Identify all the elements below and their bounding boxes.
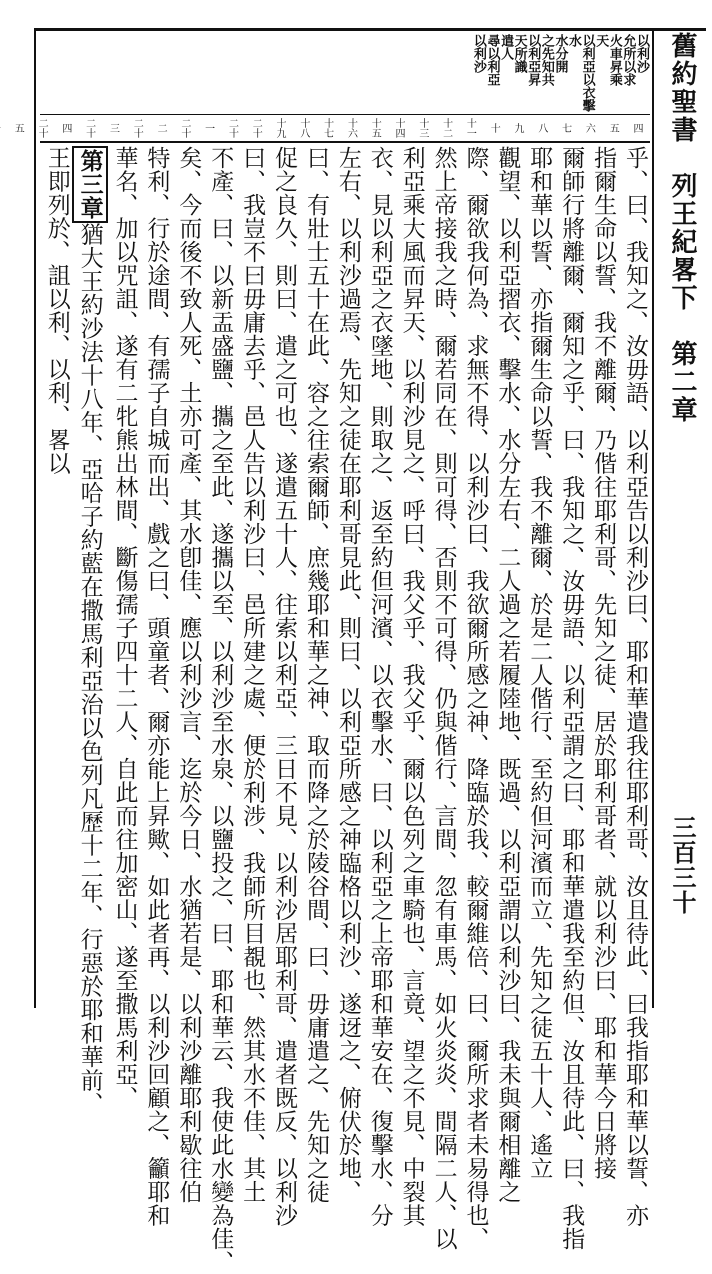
headnotes-divider xyxy=(40,114,650,115)
chapter-marker: 第三章 xyxy=(72,146,108,223)
verse-number: 十二 xyxy=(440,118,452,138)
text-column: 利亞乘大風而昇天、以利沙見之、呼曰、我父乎、我父乎、爾以色列之車騎也、言竟、望之不見、中裂其 xyxy=(398,146,425,1227)
text-column: 際、爾欲我何為、求無不得、以利沙曰、我欲爾所感之神、降臨於我、較爾維倍、曰、爾所求者未易得也、 xyxy=(462,146,489,1251)
verse-number: 十一 xyxy=(464,118,476,138)
verse-number: 二十五 xyxy=(12,118,48,138)
text-column: 特利、行於途間、有孺子自城而出、戲之曰、頭童者、爾亦能上昇歟、如此者再、以利沙回顧之、籲耶和 xyxy=(143,146,170,1227)
verse-number: 二十 xyxy=(250,118,262,138)
verse-number: 十六 xyxy=(345,118,357,138)
text-column: 爾師行將離爾、爾知之乎、曰、我知之、汝毋語、以利亞謂之曰、耶和華遣我至約但、汝且待此、曰、我指 xyxy=(558,146,585,1251)
verse-number xyxy=(0,116,5,140)
headnote: 以利沙 xyxy=(634,34,649,73)
text-column: 曰、我豈不曰毋庸去乎、邑人告以利沙曰、邑所建之處、便於利涉、我師所目覩也、然其水不佳、其土 xyxy=(239,146,266,1204)
text-column: 耶和華以誓、亦指爾生命以誓、我不離爾、於是二人偕行、至約但河濱而立、先知之徒五十人、遙立 xyxy=(526,146,553,1180)
verse-number: 十三 xyxy=(416,118,428,138)
headnote: 以利亞昇 xyxy=(525,34,541,86)
text-column: 曰、有壯士五十在此、容之往索爾師、庶幾耶和華之神、取而降之於陵谷間、曰、毋庸遣之、先知之徒 xyxy=(302,146,329,1204)
verse-number: 五 xyxy=(607,123,619,133)
verse-number: 二十四 xyxy=(59,118,95,138)
text-column: 然上帝接我之時、爾若同在、則可得、否則不可得、仍與偕行、言間、忽有車馬、如火炎炎、間隔二人、以 xyxy=(430,146,457,1251)
text-column: 矣、今而後不致人死、土亦可產、其水卽佳、應以利沙言、迄於今日、水猶若是、以利沙離耶利歇往伯 xyxy=(175,146,202,1204)
right-margin-rule xyxy=(652,28,654,1008)
headnote: 以利亞以衣擊水 xyxy=(566,34,595,112)
verse-number: 十 xyxy=(488,123,500,133)
text-column: 乎、曰、我知之、汝毋語、以利亞告以利沙曰、耶和華遣我往耶利哥、汝且待此、曰我指耶和華以誓、亦 xyxy=(622,146,648,1227)
headnote: 允所以求 xyxy=(620,34,636,86)
verse-number: 十八 xyxy=(297,118,309,138)
book-title: 舊約聖書 xyxy=(667,32,697,144)
top-rule xyxy=(34,28,706,31)
headnote: 尋以利亞 xyxy=(484,34,500,86)
verse-number: 十九 xyxy=(274,118,286,138)
verse-number: 十七 xyxy=(321,118,333,138)
verse-number: 九 xyxy=(512,123,524,133)
verse-number: 二十三 xyxy=(107,118,143,138)
verse-number: 二十一 xyxy=(202,118,238,138)
text-column: 觀望、以利亞摺衣、擊水、水分左右、二人過之若履陸地、既過、以利亞謂以利沙曰、我未與爾相離之 xyxy=(494,146,521,1204)
text-column: 左右、以利沙過焉、先知之徒在耶利哥見此、則曰、以利亞所感之神臨格以利沙、遂迓之、俯伏於地、 xyxy=(334,146,361,1204)
headnote: 遣人 xyxy=(498,34,514,60)
text-column: 不產、曰、以新盂盛鹽、攜之至此、遂攜以至、以利沙至水泉、以鹽投之、曰、耶和華云、我使此水變為佳、 xyxy=(207,146,234,1274)
text-column: 王即列於、詛以利、以利、畧以 xyxy=(43,146,70,475)
verse-number: 四 xyxy=(631,123,642,133)
text-column: 華名、加以咒詛、遂有二牝熊出林間、斷傷孺子四十二人、自此而往加密山、遂至撒馬利亞、 xyxy=(111,146,138,1110)
main-text xyxy=(40,146,650,1274)
headnotes xyxy=(40,34,648,112)
verse-number: 十五 xyxy=(369,118,381,138)
verse-number-row xyxy=(12,116,648,140)
headnote: 以利沙 xyxy=(470,34,486,73)
verse-number: 二十二 xyxy=(155,118,190,138)
headnote: 天 xyxy=(593,34,609,47)
verse-number: 十四 xyxy=(393,118,405,138)
page-number: 三百三十 xyxy=(668,815,697,915)
verse-number: 七 xyxy=(559,123,571,133)
chapter-title: 第二章 xyxy=(667,340,697,424)
verse-number: 六 xyxy=(583,123,595,133)
left-rule xyxy=(34,28,36,1008)
text-column: 第三章猶大王約沙法十八年、亞哈子約藍在撒馬利亞治以色列凡歷十二年、行惡於耶和華前、 xyxy=(72,146,108,1010)
verse-row-divider xyxy=(40,141,650,143)
text-column: 促之良久、則曰、遣之可也、遂遣五十人、往索以利亞、三日不見、以利沙居耶利哥、遣者既反、以利沙 xyxy=(271,146,298,1227)
section-title: 列王紀畧下 xyxy=(667,172,697,312)
headnote: 火車昇乘 xyxy=(606,34,622,86)
text-column: 指爾生命以誓、我不離爾、乃偕往耶利哥、先知之徒、居於耶利哥者、就以利沙曰、耶和華今日將接 xyxy=(590,146,617,1180)
headnote: 天所識 xyxy=(511,34,527,73)
verse-number: 八 xyxy=(535,123,547,133)
headnote: 水分開 xyxy=(552,34,568,73)
headnote: 之先知共 xyxy=(538,34,554,86)
text-column: 衣、見以利亞之衣墜地、則取之、返至約但河濱、以衣擊水、曰、以利亞之上帝耶和華安在、復擊水、分 xyxy=(366,146,393,1227)
